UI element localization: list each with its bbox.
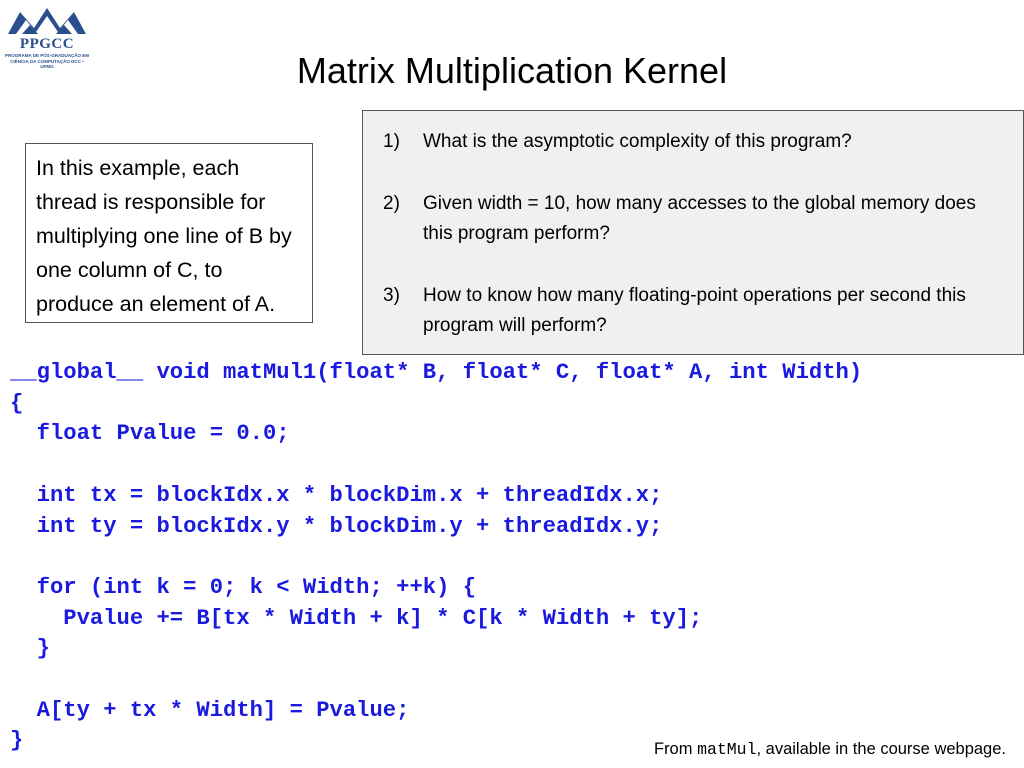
question-text: Given width = 10, how many accesses to the global memory does this program perform? bbox=[423, 193, 976, 244]
question-number: 3) bbox=[383, 285, 400, 306]
explanation-text: In this example, each thread is responsible for multiplying one line of B by one column of C, to produce an element of A. bbox=[36, 156, 292, 316]
question-text: What is the asymptotic complexity of this program? bbox=[423, 131, 852, 152]
code-line: } bbox=[10, 636, 50, 662]
code-block bbox=[10, 358, 862, 757]
question-number: 2) bbox=[383, 193, 400, 214]
question-item bbox=[383, 281, 1003, 341]
logo-emblem-icon bbox=[4, 4, 90, 40]
footer-suffix: , available in the course webpage. bbox=[756, 740, 1006, 758]
footer-prefix: From bbox=[653, 740, 698, 758]
code-line: int ty = blockIdx.y * blockDim.y + threadIdx.y; bbox=[10, 513, 663, 539]
question-text: How to know how many floating-point operations per second this program will perform? bbox=[423, 285, 966, 336]
code-line: int tx = blockIdx.x * blockDim.x + threadIdx.x; bbox=[10, 482, 663, 508]
question-item bbox=[383, 127, 1003, 157]
code-line: for (int k = 0; k < Width; ++k) { bbox=[10, 574, 477, 600]
logo-subtitle: PROGRAMA DE PÓS-GRADUAÇÃO EM CIÊNCIA DA COMPUTAÇÃO DCC • UFMG bbox=[4, 53, 90, 69]
questions-box bbox=[362, 110, 1024, 355]
code-line: { bbox=[10, 390, 24, 416]
code-line: } bbox=[10, 728, 24, 754]
code-line: Pvalue += B[tx * Width + k] * C[k * Width + ty]; bbox=[10, 605, 703, 631]
explanation-box bbox=[25, 143, 313, 323]
footer-code: matMul bbox=[697, 740, 757, 759]
logo-text: PPGCC bbox=[19, 36, 75, 52]
code-line: A[ty + tx * Width] = Pvalue; bbox=[10, 697, 410, 723]
source-footer bbox=[654, 740, 1006, 759]
code-line: float Pvalue = 0.0; bbox=[10, 421, 290, 447]
question-number: 1) bbox=[383, 131, 400, 152]
question-item bbox=[383, 189, 1003, 249]
code-line: __global__ void matMul1(float* B, float* C, float* A, int Width) bbox=[10, 360, 863, 385]
slide-title: Matrix Multiplication Kernel bbox=[296, 50, 728, 91]
